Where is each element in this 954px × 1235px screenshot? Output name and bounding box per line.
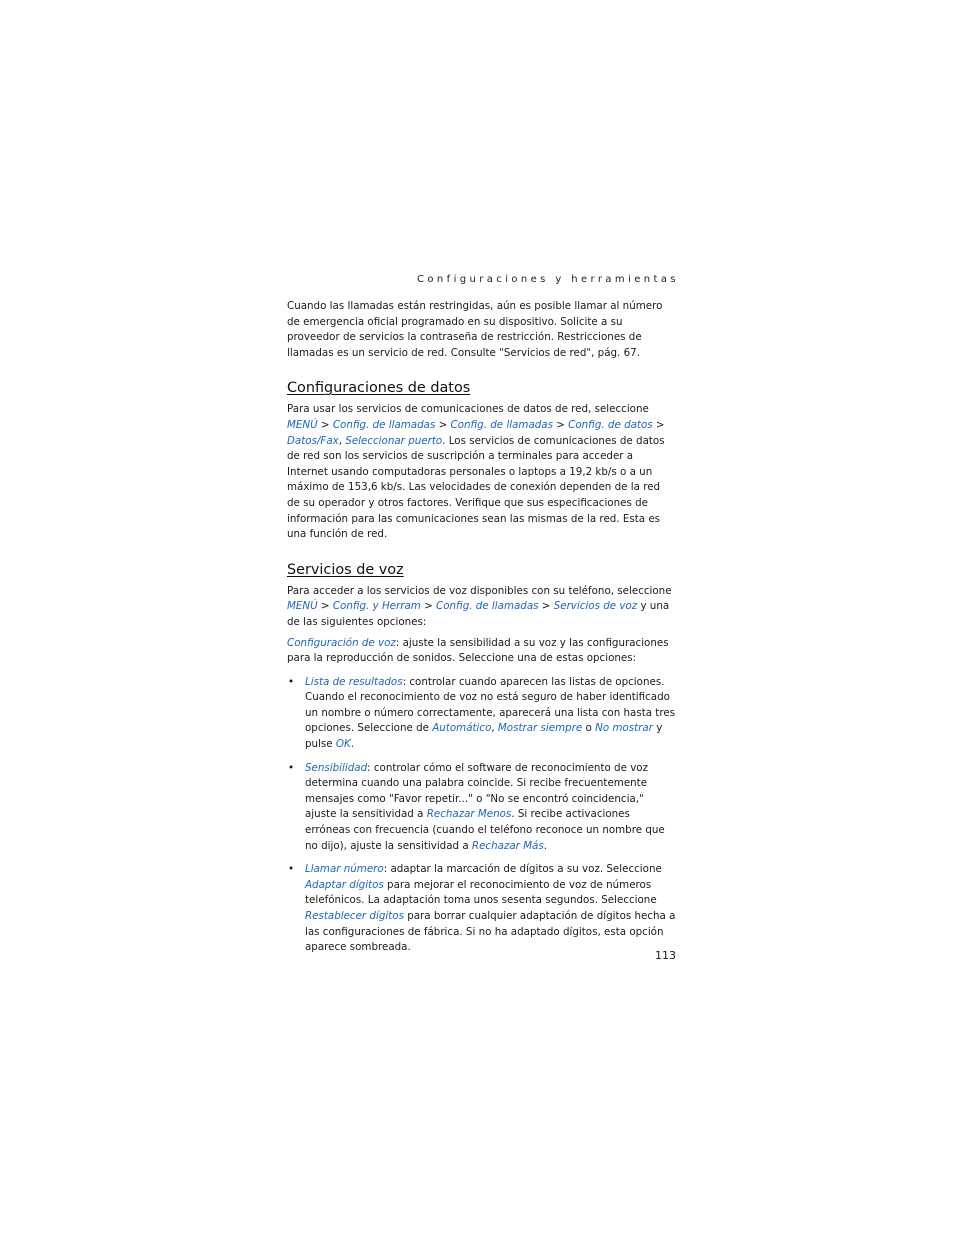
list-item: • Lista de resultados: controlar cuando aparecen las listas de opciones. Cuando el reconocimiento de voz no está seguro de haber identificado un nombre o número correctamente, aparecerá una lista con hasta tres opciones. Seleccione de Automático, Mostrar siempre o No mostrar y pulse OK. — [288, 675, 676, 751]
option-adaptar-digitos: Adaptar dígitos — [305, 878, 384, 891]
list-item: • Sensibilidad: controlar cómo el software de reconocimiento de voz determina cuando una palabra coincide. Si recibe frecuentemente mensajes como "Favor repetir..." o "No se encontró coincidencia," ajuste la sensitividad a Rechazar Menos. Si recibe activaciones erróneas con frecuencia (cuando el teléfono reconoce un nombre que no dijo), ajuste la sensitividad a Rechazar Más. — [288, 761, 665, 852]
option-configuracion-voz: Configuración de voz — [287, 636, 396, 649]
option-config-llamadas: Config. de llamadas — [332, 418, 436, 431]
option-menu: MENÚ — [287, 600, 318, 613]
option-ok: OK — [335, 738, 351, 751]
option-restablecer-digitos: Restablecer dígitos — [305, 910, 404, 922]
voz-paragraph: Para acceder a los servicios de voz disponibles con su teléfono, seleccione MENÚ > Config. y Herram > Config. de llamadas > Servicios de voz y una de las siguientes opciones: — [287, 584, 672, 628]
option-config-llamadas-2: Config. de llamadas — [450, 418, 553, 431]
page-number: 113 — [655, 949, 676, 962]
option-datos-fax: Datos/Fax — [287, 434, 339, 447]
section-heading-voz: Servicios de voz — [287, 561, 404, 578]
bullet: • — [288, 863, 295, 876]
voice-options-list — [287, 675, 676, 956]
option-llamar-numero: Llamar número — [305, 863, 384, 876]
option-lista-resultados: Lista de resultados — [305, 675, 403, 688]
config-voz-paragraph: Configuración de voz: ajuste la sensibilidad a su voz y las configuraciones para la reproducción de sonidos. Seleccione una de estas opciones: — [287, 636, 669, 665]
option-config-datos: Config. de datos — [568, 418, 653, 431]
option-no-mostrar: No mostrar — [595, 722, 653, 735]
document-page — [287, 272, 679, 956]
bullet: • — [288, 761, 295, 774]
intro-paragraph: Cuando las llamadas están restringidas, aún es posible llamar al número de emergencia oficial programado en su dispositivo. Solicite a su proveedor de servicios la contraseña de restricción. Restricciones de llamadas es un servicio de red. Consulte "Servicios de red", pág. 67. — [287, 300, 663, 359]
option-config-herram: Config. y Herram — [332, 600, 421, 613]
option-mostrar-siempre: Mostrar siempre — [497, 722, 583, 735]
option-sensibilidad: Sensibilidad — [305, 761, 368, 774]
option-rechazar-mas: Rechazar Más — [471, 839, 544, 852]
option-automatico: Automático — [432, 722, 492, 735]
list-item: • Llamar número: adaptar la marcación de dígitos a su voz. Seleccione Adaptar dígitos para mejorar el reconocimiento de voz de números telefónicos. La adaptación toma unos sesenta segundos. Seleccione Restablecer dígitos para borrar cualquier adaptación de dígitos hecha a las configuraciones de fábrica. Si no ha adaptado dígitos, esta opción aparece sombreada. — [288, 863, 676, 954]
running-header: Configuraciones y herramientas — [417, 274, 679, 285]
section-heading-datos: Configuraciones de datos — [287, 380, 471, 397]
option-menu: MENÚ — [287, 418, 318, 431]
bullet: • — [288, 675, 295, 688]
option-seleccionar-puerto: Seleccionar puerto — [345, 434, 443, 447]
datos-paragraph: Para usar los servicios de comunicaciones de datos de red, seleccione MENÚ > Config. de llamadas > Config. de llamadas > Config. de datos > Datos/Fax, Seleccionar puerto. Los servicios de comunicaciones de datos de red son los servicios de suscripción a terminales para acceder a Internet usando computadoras personales o laptops a 19,2 kb/s o a un máximo de 153,6 kb/s. Las velocidades de conexión dependen de la red de su operador y otros factores. Verifique que sus especificaciones de información para las comunicaciones sean las mismas de la red. Esta es una función de red. — [287, 403, 665, 541]
option-rechazar-menos: Rechazar Menos — [426, 808, 512, 821]
option-config-llamadas: Config. de llamadas — [436, 600, 539, 613]
option-servicios-voz: Servicios de voz — [553, 600, 638, 613]
